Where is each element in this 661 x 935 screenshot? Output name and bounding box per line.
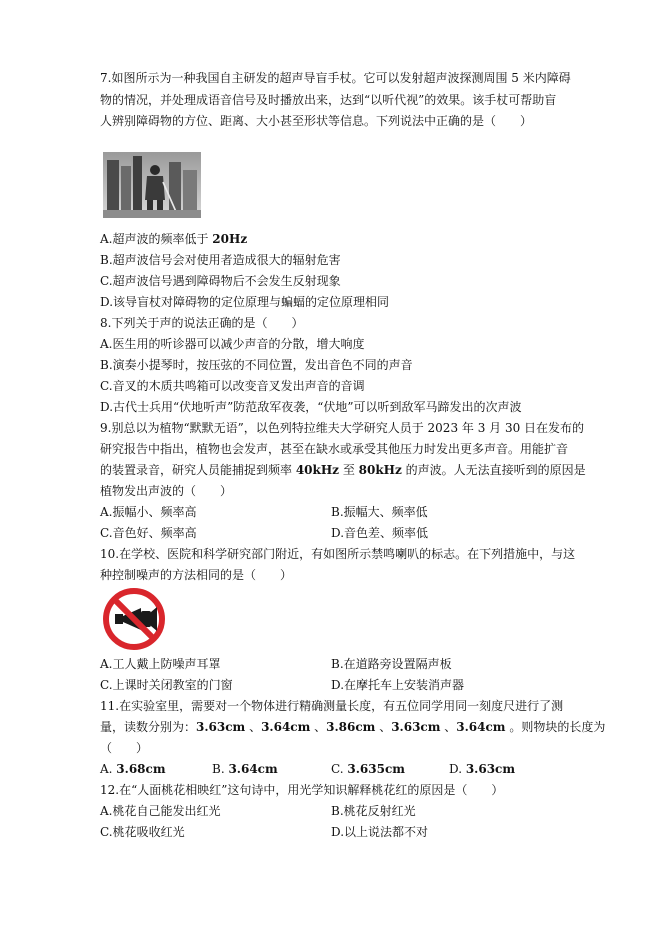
q8-option-a: A.医生用的听诊器可以减少声音的分散，增大响度 bbox=[100, 337, 365, 351]
q8-stem: 8.下列关于声的说法正确的是（ ） bbox=[100, 316, 304, 330]
q7-option-a: A.超声波的频率低于 20Hz bbox=[100, 232, 248, 246]
q10-stem-line-1: 10.在学校、医院和科学研究部门附近，有如图所示禁鸣喇叭的标志。在下列措施中，与这 bbox=[100, 547, 576, 561]
q11-option-a: A. 3.68cm bbox=[100, 762, 166, 776]
q10-option-b: B.在道路旁设置隔声板 bbox=[331, 657, 452, 671]
q12-option-a: A.桃花自己能发出红光 bbox=[100, 804, 221, 818]
q11-option-c: C. 3.635cm bbox=[331, 762, 405, 776]
q9-stem-line-3: 的装置录音，研究人员能捕捉到频率 40kHz 至 80kHz 的声波。人无法直接听到的原因是 bbox=[100, 463, 586, 477]
q12-option-c: C.桃花吸收红光 bbox=[100, 825, 185, 839]
q8-option-d: D.古代士兵用“伏地听声”防范敌军夜袭，“伏地”可以听到敌军马蹄发出的次声波 bbox=[100, 400, 522, 414]
q7-option-d: D.该导盲杖对障碍物的定位原理与蝙蝠的定位原理相同 bbox=[100, 295, 390, 309]
q9-option-b: B.振幅大、频率低 bbox=[331, 505, 428, 519]
q11-option-d: D. 3.63cm bbox=[449, 762, 516, 776]
q12-option-d: D.以上说法都不对 bbox=[331, 825, 429, 839]
q7-stem-line-1: 7.如图所示为一种我国自主研发的超声导盲手杖。它可以发射超声波探测周围 5 米内障碍 bbox=[100, 71, 571, 85]
q10-option-a: A.工人戴上防噪声耳罩 bbox=[100, 657, 221, 671]
q9-option-d: D.音色差、频率低 bbox=[331, 526, 429, 540]
q12-stem: 12.在“人面桃花相映红”这句诗中，用光学知识解释桃花红的原因是（ ） bbox=[100, 783, 504, 797]
q9-option-a: A.振幅小、频率高 bbox=[100, 505, 197, 519]
q12-option-b: B.桃花反射红光 bbox=[331, 804, 416, 818]
q11-option-b: B. 3.64cm bbox=[212, 762, 278, 776]
q7-option-c: C.超声波信号遇到障碍物后不会发生反射现象 bbox=[100, 274, 341, 288]
q9-option-c: C.音色好、频率高 bbox=[100, 526, 197, 540]
q7-option-b: B.超声波信号会对使用者造成很大的辐射危害 bbox=[100, 253, 341, 267]
q7-stem-line-2: 物的情况，并处理成语音信号及时播放出来，达到“以听代视”的效果。该手杖可帮助盲 bbox=[100, 93, 557, 107]
q9-stem-line-4: 植物发出声波的（ ） bbox=[100, 484, 233, 498]
ultrasonic-cane-photo bbox=[103, 152, 201, 218]
q8-option-c: C.音叉的木质共鸣箱可以改变音叉发出声音的音调 bbox=[100, 379, 365, 393]
q10-option-d: D.在摩托车上安装消声器 bbox=[331, 678, 465, 692]
q11-stem-line-3: （ ） bbox=[100, 741, 149, 755]
q11-stem-line-2: 量，读数分别为：3.63cm 、3.64cm 、3.86cm 、3.63cm 、3.64cm 。则物块的长度为 bbox=[100, 720, 606, 734]
q7-stem-line-3: 人辨别障碍物的方位、距离、大小甚至形状等信息。下列说法中正确的是（ ） bbox=[100, 114, 533, 128]
no-honking-sign-icon bbox=[101, 586, 167, 652]
q10-stem-line-2: 种控制噪声的方法相同的是（ ） bbox=[100, 568, 293, 582]
q9-stem-line-2: 研究报告中指出，植物也会发声，甚至在缺水或承受其他压力时发出更多声音。用能扩音 bbox=[100, 442, 569, 456]
q11-stem-line-1: 11.在实验室里，需要对一个物体进行精确测量长度，有五位同学用同一刻度尺进行了测 bbox=[100, 699, 564, 713]
q10-option-c: C.上课时关闭教室的门窗 bbox=[100, 678, 233, 692]
q9-stem-line-1: 9.别总以为植物“默默无语”，以色列特拉维夫大学研究人员于 2023 年 3 月 30 日在发布的 bbox=[100, 421, 585, 435]
q8-option-b: B.演奏小提琴时，按压弦的不同位置，发出音色不同的声音 bbox=[100, 358, 413, 372]
